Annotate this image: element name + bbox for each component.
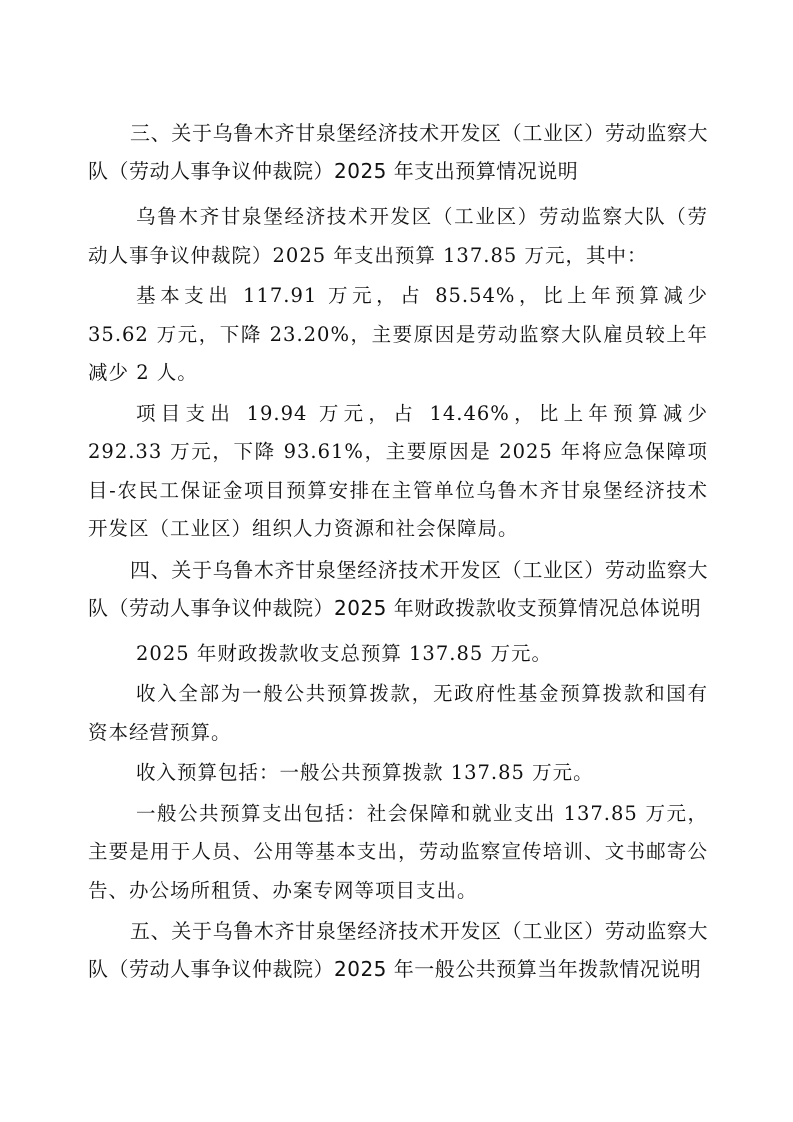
section-four-paragraph-1: 2025 年财政拨款收支总预算 137.85 万元。 [136,641,552,665]
section-four-heading: 四、关于乌鲁木齐甘泉堡经济技术开发区（工业区）劳动监察大队（劳动人事争议仲裁院）2025 年财政拨款收支预算情况总体说明 [88,557,708,620]
section-three-paragraph-3: 项目支出 19.94 万元，占 14.46%，比上年预算减少 292.33 万元，下降 93.61%，主要原因是 2025 年将应急保障项目-农民工保证金项目预算安排在主管单位乌鲁木齐甘泉堡经济技术开发区（工业区）组织人力资源和社会保障局。 [88,401,708,540]
section-four-paragraph-3: 收入预算包括：一般公共预算拨款 137.85 万元。 [136,761,594,784]
document-body [88,114,708,996]
section-three-heading: 三、关于乌鲁木齐甘泉堡经济技术开发区（工业区）劳动监察大队（劳动人事争议仲裁院）2025 年支出预算情况说明 [88,121,708,183]
section-three-paragraph-2: 基本支出 117.91 万元，占 85.54%，比上年预算减少 35.62 万元，下降 23.20%，主要原因是劳动监察大队雇员较上年减少 2 人。 [88,284,708,384]
section-four-paragraph-4: 一般公共预算支出包括：社会保障和就业支出 137.85 万元，主要是用于人员、公用等基本支出，劳动监察宣传培训、文书邮寄公告、办公场所租赁、办案专网等项目支出。 [88,801,708,902]
section-three-paragraph-1: 乌鲁木齐甘泉堡经济技术开发区（工业区）劳动监察大队（劳动人事争议仲裁院）2025 年支出预算 137.85 万元，其中： [88,205,708,267]
section-five-heading: 五、关于乌鲁木齐甘泉堡经济技术开发区（工业区）劳动监察大队（劳动人事争议仲裁院）2025 年一般公共预算当年拨款情况说明 [88,919,708,981]
section-four-paragraph-2: 收入全部为一般公共预算拨款，无政府性基金预算拨款和国有资本经营预算。 [88,682,708,744]
